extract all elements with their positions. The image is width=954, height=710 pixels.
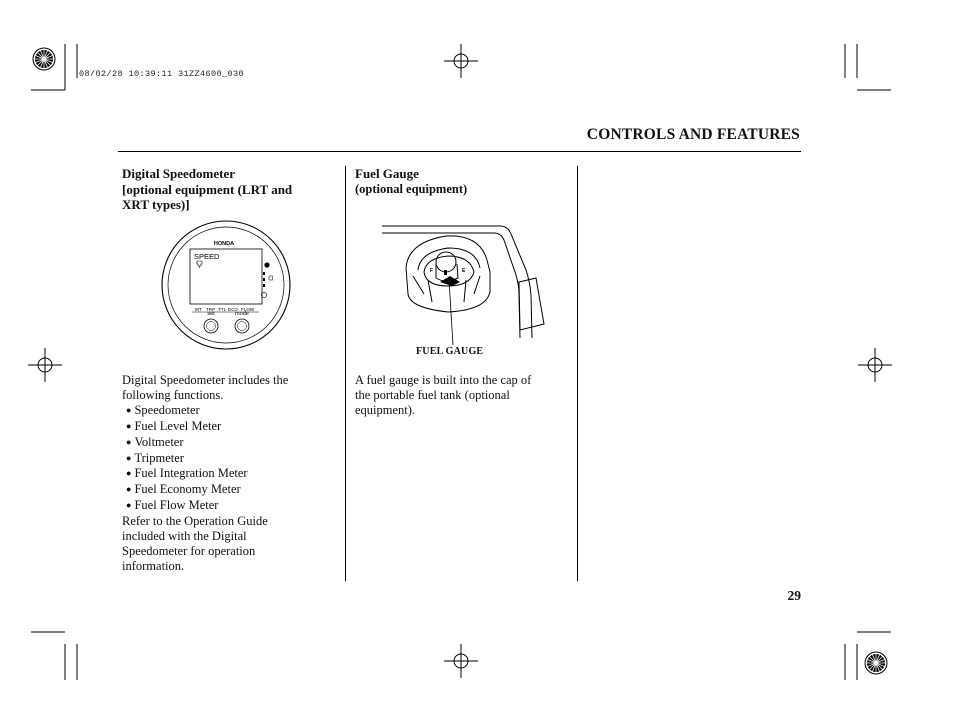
list-item: ● Fuel Economy Meter: [126, 482, 241, 497]
digital-speedometer-heading: Digital Speedometer [optional equipment (LRT and XRT types)]: [122, 166, 293, 212]
registration-target-icon: [865, 652, 887, 674]
svg-text:F: F: [430, 268, 434, 274]
function-list: [122, 403, 337, 514]
section-title: CONTROLS AND FEATURES: [586, 126, 800, 143]
header-rule: [118, 151, 801, 152]
meter-brand: HONDA: [213, 241, 235, 247]
mode-button: [235, 319, 249, 333]
mode-label-mt: MT: [195, 307, 202, 312]
list-item: ● Speedometer: [126, 402, 200, 417]
lcd-speed-label: SPEED: [194, 252, 220, 261]
column-divider: [345, 166, 346, 581]
print-stamp: 08/02/28 10:39:11 31ZZ4600_030: [79, 69, 245, 79]
fuel-gauge-description: A fuel gauge is built into the cap of the portable fuel tank (optional equipment).: [355, 373, 532, 417]
column-divider: [577, 166, 578, 581]
registration-target-icon: [33, 48, 55, 70]
svg-text:E: E: [462, 268, 466, 274]
digital-speedometer-figure: [160, 213, 300, 363]
page-number: 29: [787, 588, 801, 603]
mode-label-trp: TRP: [206, 307, 216, 312]
fuel-gauge-heading: Fuel Gauge (optional equipment): [355, 166, 468, 196]
set-button: [204, 319, 218, 333]
fuel-gauge-caption: FUEL GAUGE: [416, 346, 484, 357]
list-item: ● Fuel Flow Meter: [126, 498, 219, 513]
fuel-gauge-figure: [378, 220, 553, 345]
mode-label-eco: ECO: [228, 307, 238, 312]
mode-label-flow: FLOW: [241, 307, 255, 312]
indicator-lamp-icon: [264, 262, 269, 267]
list-item: ● Voltmeter: [126, 434, 184, 449]
list-item: ● Fuel Integration Meter: [126, 466, 248, 481]
set-button-label: set: [207, 311, 215, 317]
mode-label-ttl: TTL: [218, 307, 227, 312]
speedometer-description: Digital Speedometer includes the following functions. ● Speedometer ● Fuel Level Meter ● Voltmeter ● Tripmeter ● Fuel Integration Meter ● Fuel Economy Meter ● Fuel Flow Meter Refer to the Operation Guide included with the Digital Speedometer for operation information.: [122, 373, 337, 574]
list-item: ● Tripmeter: [126, 450, 184, 465]
list-item: ● Fuel Level Meter: [126, 418, 222, 433]
mode-button-label: mode: [235, 311, 249, 317]
